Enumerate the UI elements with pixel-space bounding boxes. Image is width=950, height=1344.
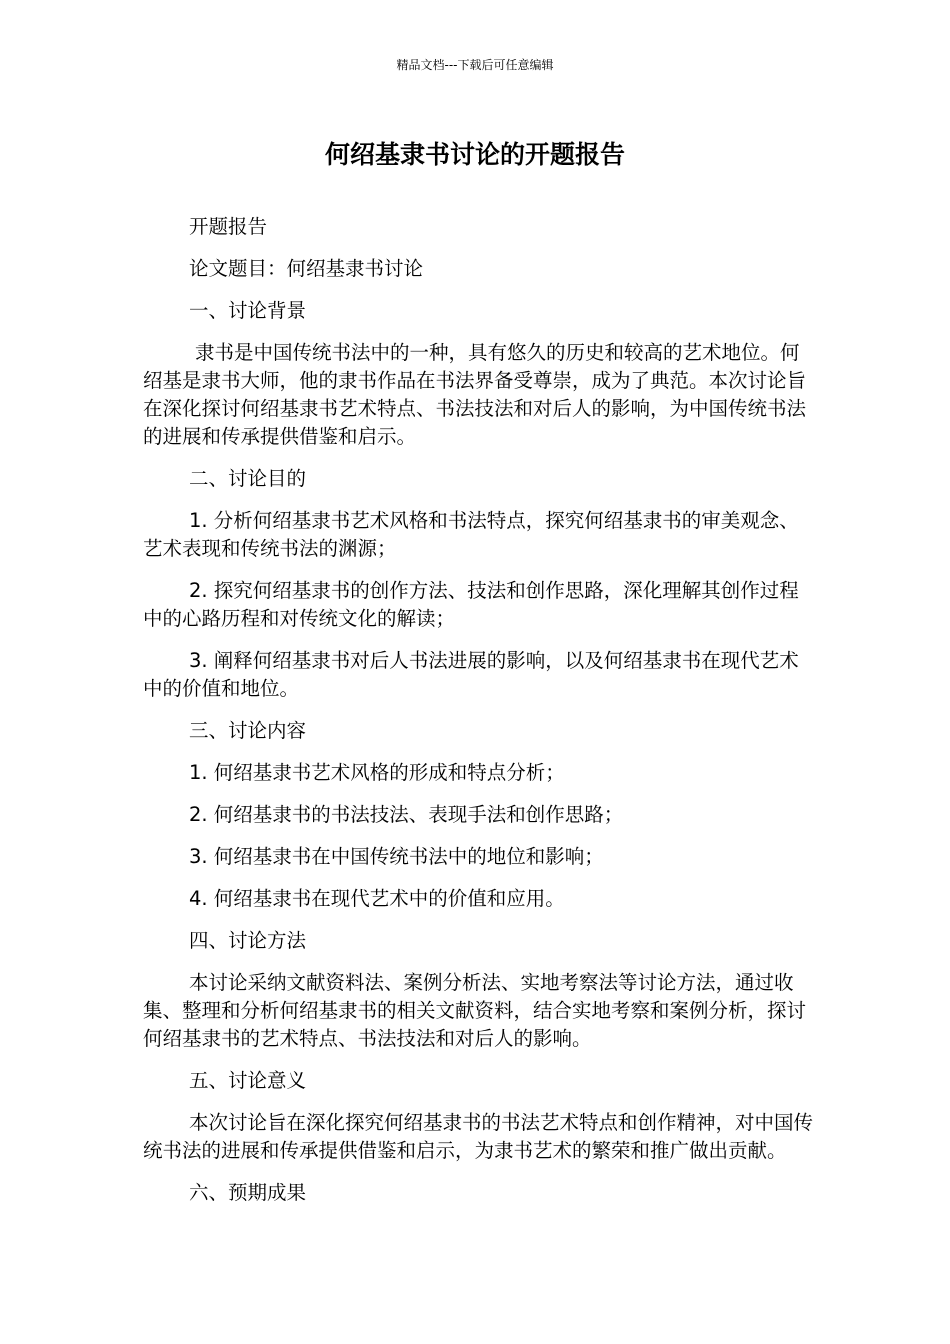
document-title: 何绍基隶书讨论的开题报告 [324,140,625,169]
list-item-content-1: 1. 何绍基隶书艺术风格的形成和特点分析； [189,761,565,784]
paragraph-significance: 本次讨论旨在深化探究何绍基隶书的书法艺术特点和创作精神，对中国传统书法的进展和传承提供借鉴和启示，为隶书艺术的繁荣和推广做出贡献。 [143,1111,814,1162]
section-heading-content: 三、讨论内容 [189,719,307,742]
section-heading-background: 一、讨论背景 [189,299,307,322]
section-heading-significance: 五、讨论意义 [189,1069,307,1092]
paragraph-report-label: 开题报告 [189,215,268,238]
paragraph-background: 隶书是中国传统书法中的一种，具有悠久的历史和较高的艺术地位。何绍基是隶书大师，他的隶书作品在书法界备受尊崇，成为了典范。本次讨论旨在深化探讨何绍基隶书艺术特点、书法技法和对后人的影响，为中国传统书法的进展和传承提供借鉴和启示。 [143,341,807,448]
list-item-content-3: 3. 何绍基隶书在中国传统书法中的地位和影响； [189,845,604,868]
list-item-content-2: 2. 何绍基隶书的书法技法、表现手法和创作思路； [189,803,624,826]
list-item-purpose-3: 3. 阐释何绍基隶书对后人书法进展的影响，以及何绍基隶书在现代艺术中的价值和地位。 [143,649,799,700]
document-body [143,213,813,1221]
section-heading-expected-results: 六、预期成果 [189,1181,307,1204]
list-item-purpose-1: 1. 分析何绍基隶书艺术风格和书法特点，探究何绍基隶书的审美观念、艺术表现和传统书法的渊源； [143,509,799,560]
page-header: 精品文档---下载后可任意编辑 [396,58,554,72]
section-heading-method: 四、讨论方法 [189,929,307,952]
list-item-purpose-2: 2. 探究何绍基隶书的创作方法、技法和创作思路，深化理解其创作过程中的心路历程和对传统文化的解读； [143,579,799,630]
paragraph-method: 本讨论采纳文献资料法、案例分析法、实地考察法等讨论方法，通过收集、整理和分析何绍基隶书的相关文献资料，结合实地考察和案例分析，探讨何绍基隶书的艺术特点、书法技法和对后人的影响。 [143,971,807,1050]
section-heading-purpose: 二、讨论目的 [189,467,307,490]
paragraph-thesis-title: 论文题目：何绍基隶书讨论 [189,257,424,280]
list-item-content-4: 4. 何绍基隶书在现代艺术中的价值和应用。 [189,887,565,910]
